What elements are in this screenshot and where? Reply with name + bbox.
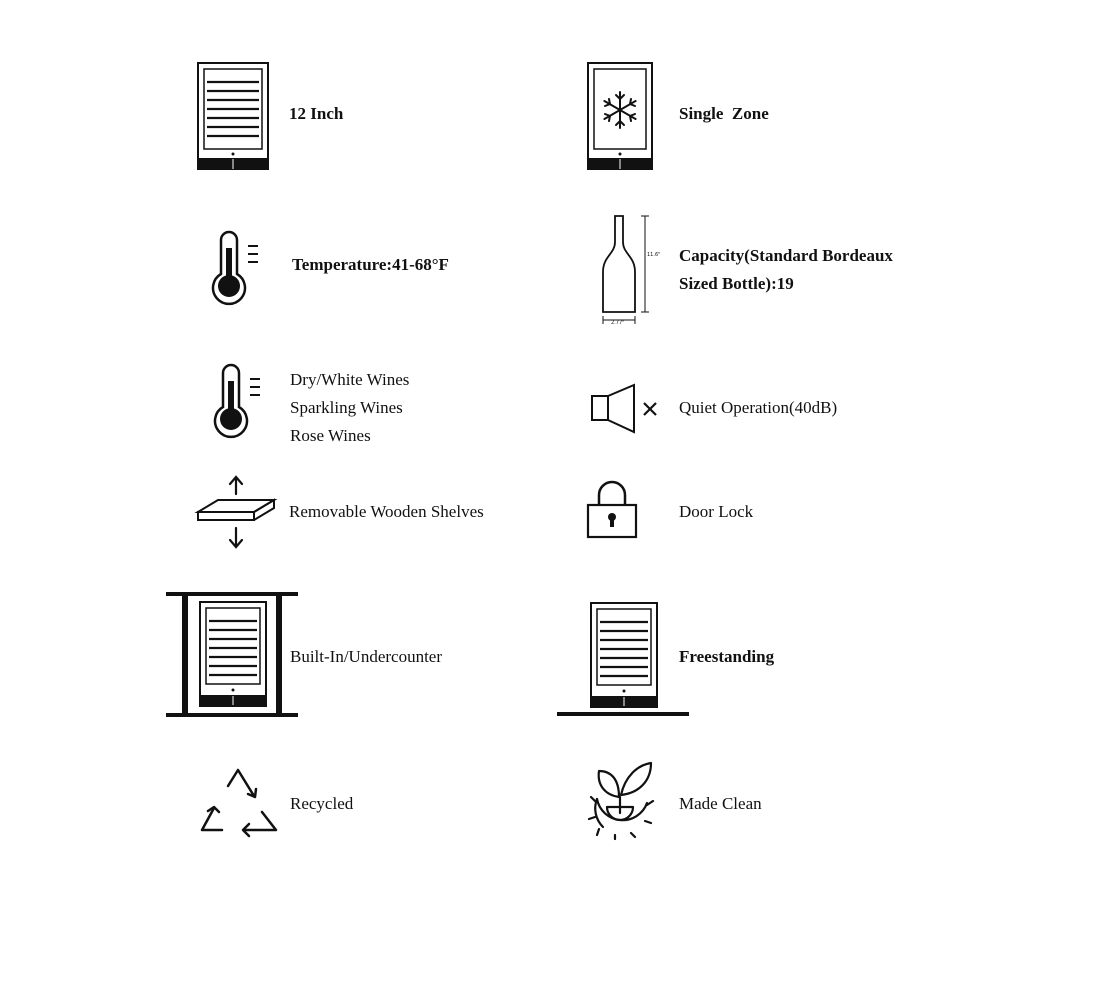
thermometer-icon [203,232,263,304]
bottle-height-dimension: 11.6" [647,252,661,258]
padlock-icon [586,479,638,539]
builtin-cooler-icon [166,591,300,719]
thermometer-icon [205,365,265,437]
feature-lock-label: Door Lock [679,502,754,521]
freestanding-cooler-icon [557,600,691,720]
feature-quiet-label: Quiet Operation(40dB) [679,398,838,417]
feature-zone-label: Single Zone [679,104,769,123]
wine-cooler-icon [195,62,271,174]
feature-shelves-label: Removable Wooden Shelves [289,502,484,521]
feature-builtin-label: Built-In/Undercounter [290,647,443,666]
wine-type-item: Sparkling Wines [290,398,403,417]
speaker-mute-icon [589,384,669,434]
feature-capacity-line2: Sized Bottle):19 [679,274,794,293]
recycle-icon [198,766,280,838]
feature-temperature-label: Temperature:41-68°F [292,255,449,274]
feature-freestanding-label: Freestanding [679,647,775,666]
wine-type-item: Rose Wines [290,426,371,445]
feature-capacity-line1: Capacity(Standard Bordeaux [679,246,893,265]
bottle-width-dimension: 2.77" [611,320,625,326]
feature-capacity-label [679,242,893,298]
wine-bottle-icon [601,212,661,332]
feature-clean-label: Made Clean [679,794,762,813]
leaf-gear-icon [585,757,657,839]
feature-recycled-label: Recycled [290,794,354,813]
shelf-arrows-icon [196,474,278,552]
wine-type-list [290,366,409,450]
feature-width-label: 12 Inch [289,104,344,123]
wine-type-item: Dry/White Wines [290,370,410,389]
snowflake-cooler-icon [585,62,655,174]
